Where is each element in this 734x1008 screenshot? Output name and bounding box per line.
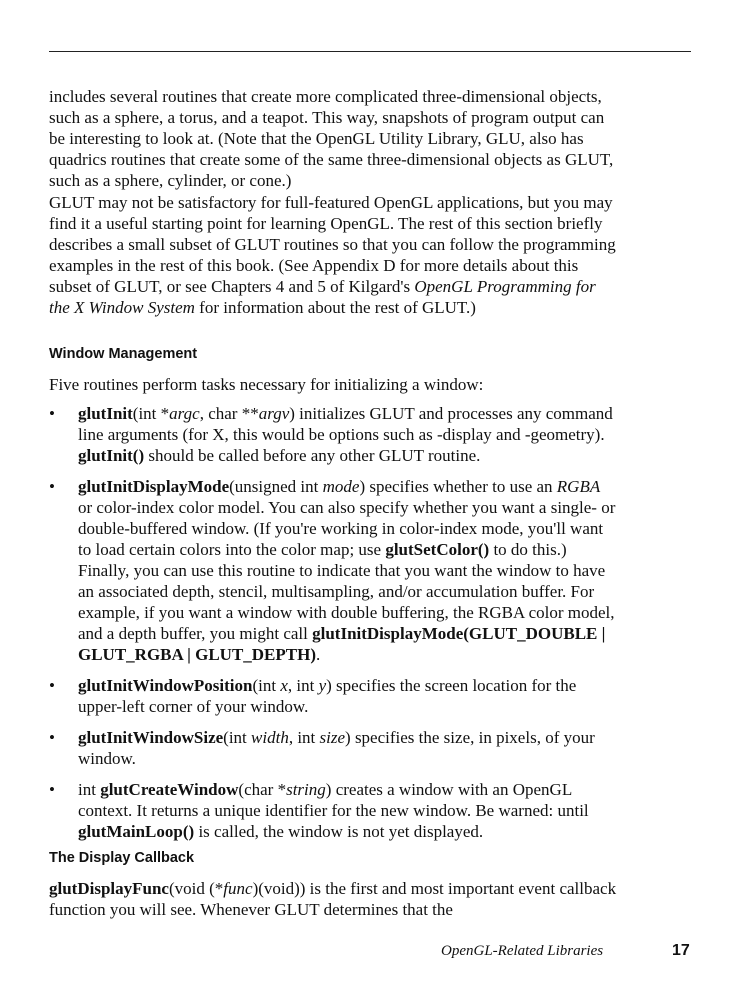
running-footer-title: OpenGL-Related Libraries — [441, 943, 604, 959]
list-item-glutinit: • glutInit(int *argc, char **argv) initializes GLUT and processes any command line arguments (for X, this would be options such as -display and -geometry). glutInit() should be called before any other GLUT routine. — [49, 404, 613, 465]
paragraph-glut-limits: GLUT may not be satisfactory for full-featured OpenGL applications, but you may find it a useful starting point for learning OpenGL. The rest of this section briefly describes a small subset of GLUT routines so that you can follow the programming examples in the rest of this book. (See Appendix D for more details about this subset of GLUT, or see Chapters 4 and 5 of Kilgard's OpenGL Programming for the X Window System for information about the rest of GLUT.) — [49, 193, 616, 317]
list-item-glutinitwindowposition: • glutInitWindowPosition(int x, int y) specifies the screen location for the upper-left corner of your window. — [49, 676, 577, 716]
bullet-icon: • — [49, 780, 55, 799]
list-item-glutcreatewindow: • int glutCreateWindow(char *string) creates a window with an OpenGL context. It returns a unique identifier for the new window. Be warned: until glutMainLoop() is called, the window is not yet displayed. — [49, 780, 589, 841]
bullet-icon: • — [49, 404, 55, 423]
bullet-icon: • — [49, 728, 55, 747]
bullet-icon: • — [49, 676, 55, 695]
paragraph-window-intro: Five routines perform tasks necessary for initializing a window: — [49, 375, 484, 394]
heading-display-callback: The Display Callback — [49, 850, 195, 866]
list-item-glutinitdisplaymode: • glutInitDisplayMode(unsigned int mode) specifies whether to use an RGBA or color-index color model. You can also specify whether you want a single- or double-buffered window. (If you're working in color-index mode, you'll want to load certain colors into the color map; use glutSetColor() to do this.) Finally, you can use this routine to indicate that you want the window to have an associated depth, stencil, multisampling, and/or accumulation buffer. For example, if you want a window with double buffering, the RGBA color model, and a depth buffer, you might call glutInitDisplayMode(GLUT_DOUBLE | GLUT_RGBA | GLUT_DEPTH). — [49, 477, 616, 664]
heading-window-management: Window Management — [49, 346, 198, 362]
paragraph-display-func: glutDisplayFunc(void (*func)(void)) is the first and most important event callback function you will see. Whenever GLUT determines that the — [49, 879, 617, 919]
header-rule — [49, 51, 691, 52]
window-routines-list — [49, 403, 617, 852]
paragraph-glut-shapes: includes several routines that create more complicated three-dimensional objects, such as a sphere, a torus, and a teapot. This way, snapshots of program output can be interesting to look at. (Note that the OpenGL Utility Library, GLU, also has quadrics routines that create some of the same three-dimensional objects as GLUT, such as a sphere, cylinder, or cone.) — [49, 87, 614, 190]
list-item-glutinitwindowsize: • glutInitWindowSize(int width, int size) specifies the size, in pixels, of your window. — [49, 728, 595, 768]
page-number: 17 — [672, 942, 690, 959]
book-title: OpenGL Programming for the X Window System — [49, 277, 596, 317]
bullet-icon: • — [49, 477, 55, 496]
